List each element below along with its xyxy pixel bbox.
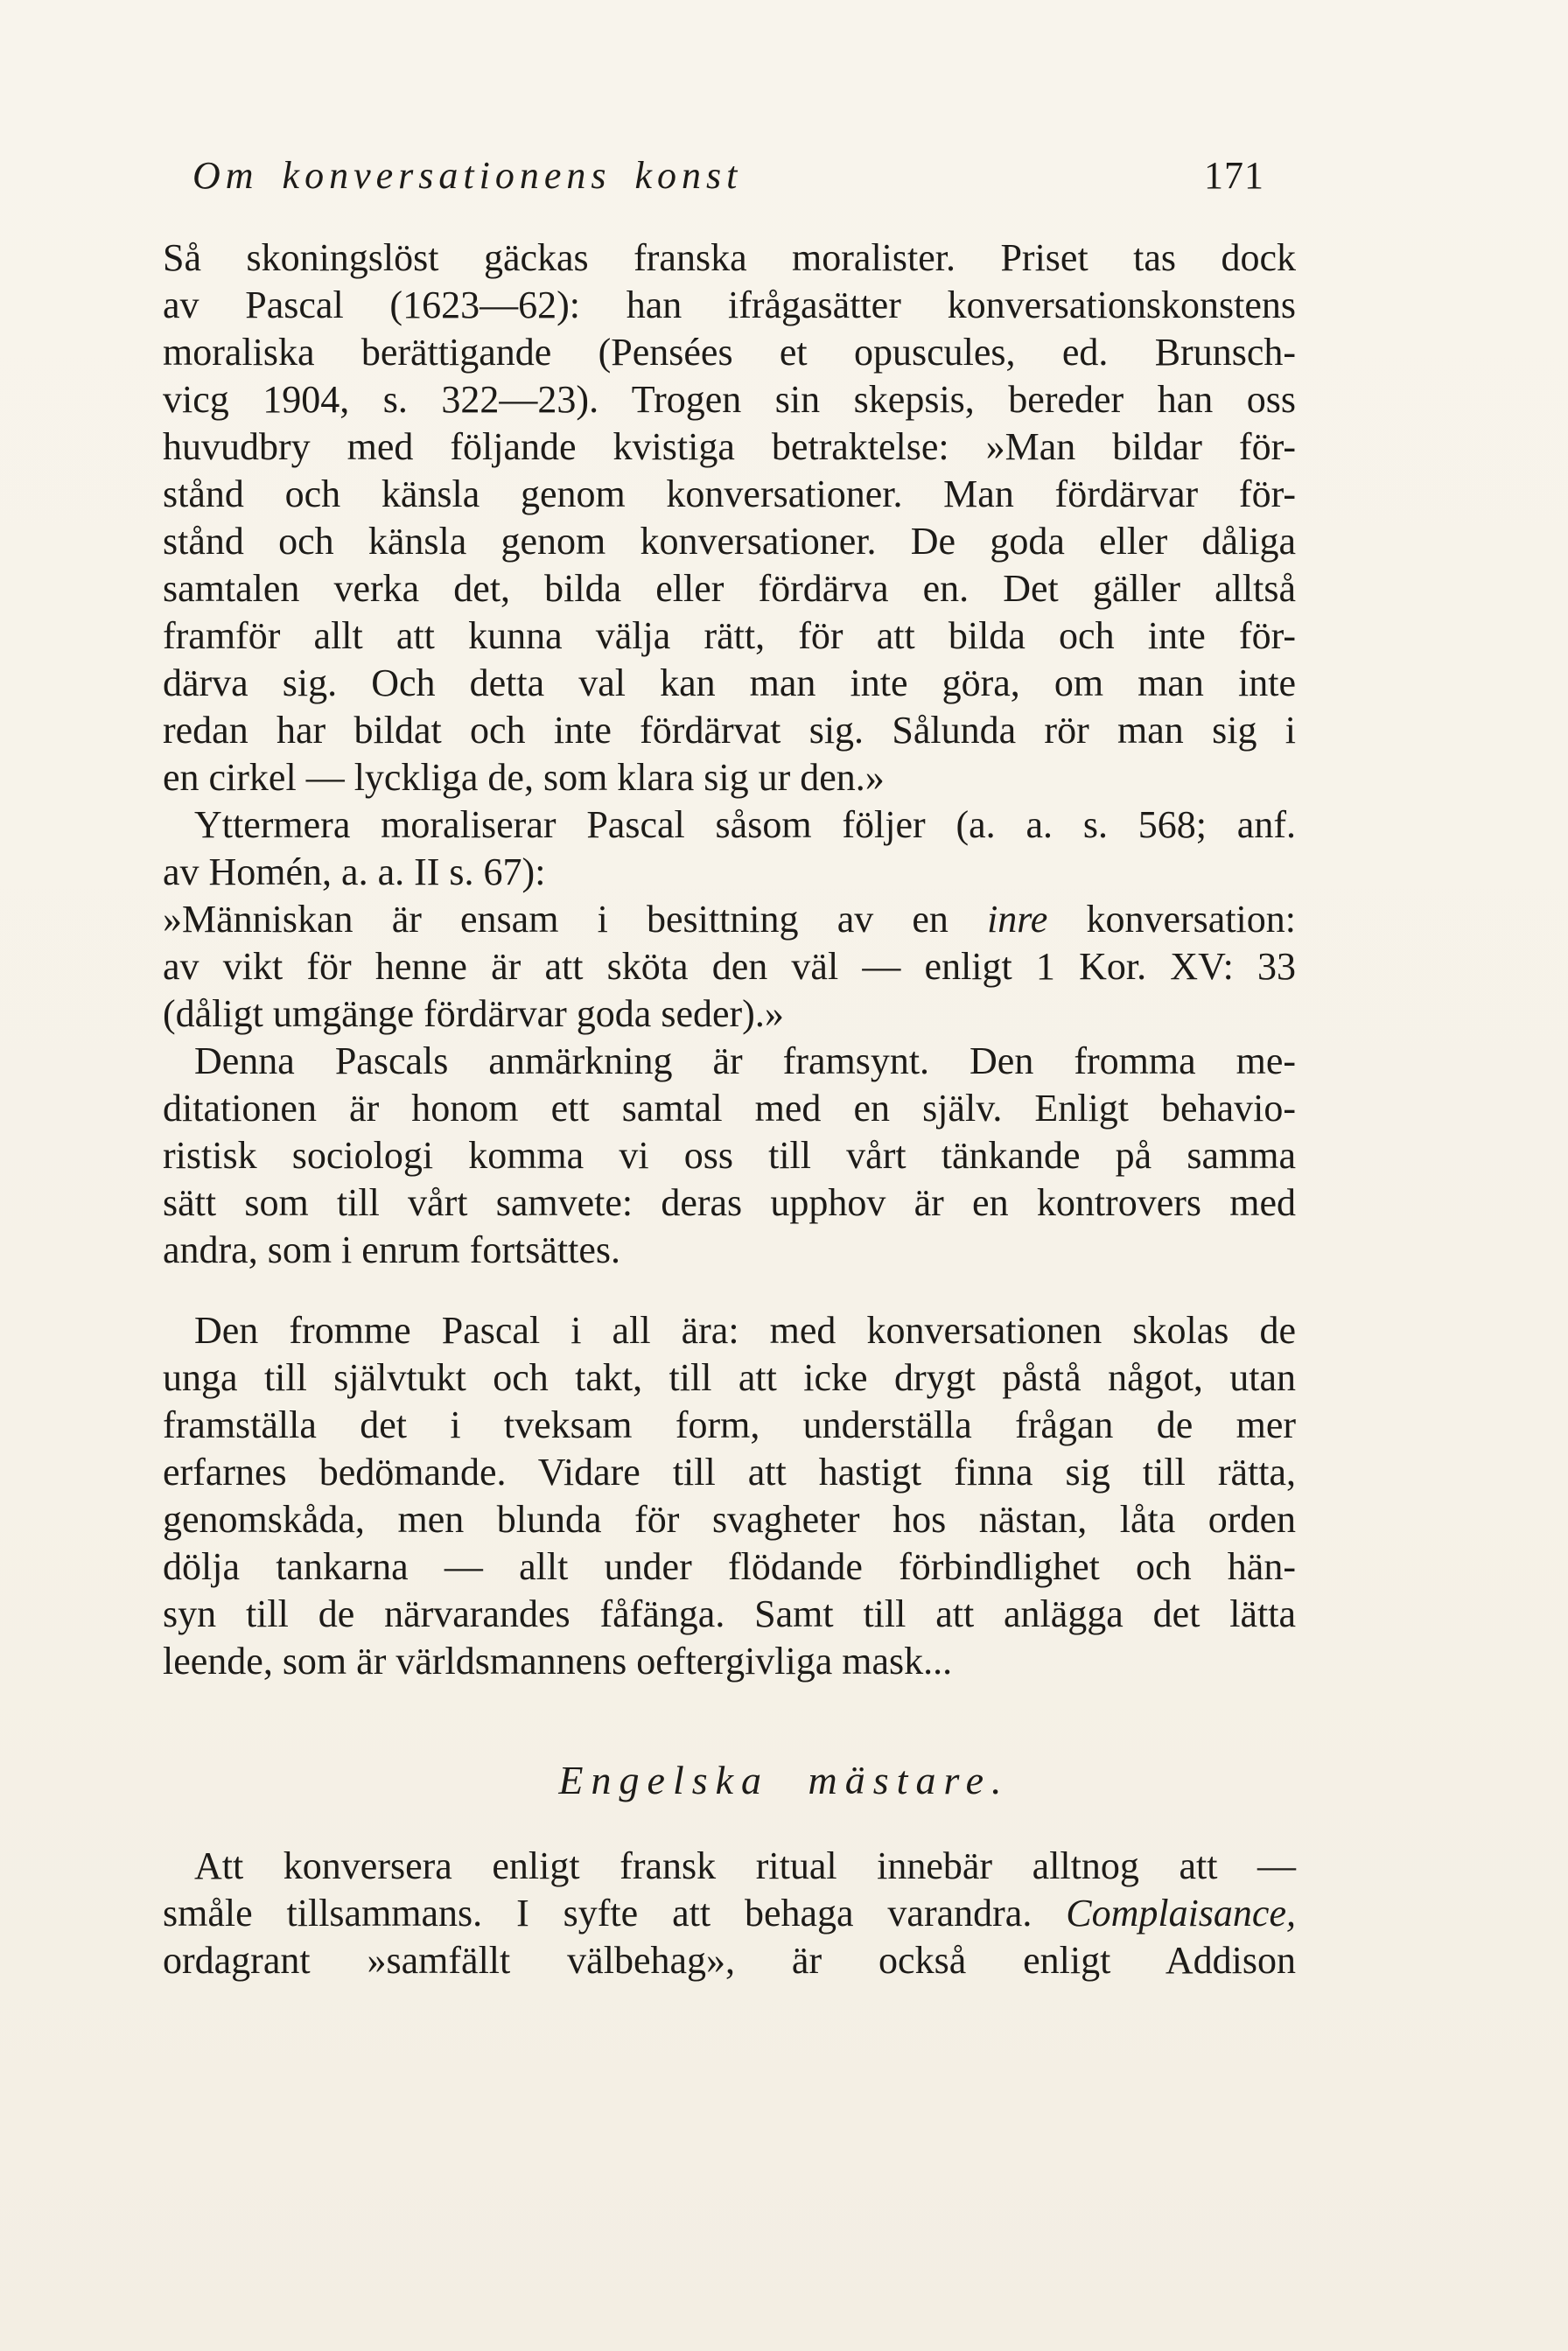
- text-line: Yttermera moraliserar Pascal såsom följer (a. a. s. 568; anf.: [194, 803, 1296, 846]
- text-line: huvudbry med följande kvistiga betraktelse: »Man bildar för-: [163, 425, 1296, 468]
- paragraph-manniskan: [163, 896, 1296, 1038]
- running-title: Om konversationens konst: [192, 154, 743, 197]
- text-line: en cirkel — lyckliga de, som klara sig ur den.»: [163, 756, 885, 799]
- paragraph-att-konversera: [163, 1843, 1296, 1984]
- text-line: vicg 1904, s. 322—23). Trogen sin skepsis, bereder han oss: [163, 378, 1296, 421]
- text-line: framställa det i tveksam form, underställa frågan de mer: [163, 1403, 1296, 1446]
- text-line: moraliska berättigande (Pensées et opuscules, ed. Brunsch-: [163, 331, 1296, 374]
- text-line: av Pascal (1623—62): han ifrågasätter konversationskonstens: [163, 283, 1296, 326]
- text-line: redan har bildat och inte fördärvat sig. Sålunda rör man sig i: [163, 709, 1296, 752]
- text-line: syn till de närvarandes fåfänga. Samt till att anlägga det lätta: [163, 1592, 1296, 1635]
- text-line: Den fromme Pascal i all ära: med konversationen skolas de: [194, 1309, 1296, 1352]
- text-line: ristisk sociologi komma vi oss till vårt tänkande på samma: [163, 1134, 1296, 1177]
- text-line: leende, som är världsmannens oeftergivliga mask...: [163, 1640, 953, 1683]
- emphasis-inre: inre: [987, 898, 1048, 941]
- text-line: unga till självtukt och takt, till att icke drygt påstå något, utan: [163, 1356, 1296, 1399]
- text-line: framför allt att kunna välja rätt, för att bilda och inte för-: [163, 614, 1296, 657]
- text-line: (dåligt umgänge fördärvar goda seder).»: [163, 992, 784, 1035]
- section-heading: Engelska mästare.: [558, 1758, 1010, 1802]
- text-line: Denna Pascals anmärkning är framsynt. Den fromma me-: [194, 1039, 1296, 1082]
- line-prefix: »Människan är ensam i besittning av en: [163, 898, 988, 941]
- text-line: stånd och känsla genom konversationer. De goda eller dåliga: [163, 520, 1296, 563]
- text-line: andra, som i enrum fortsättes.: [163, 1228, 620, 1271]
- text-line: dölja tankarna — allt under flödande förbindlighet och hän-: [163, 1545, 1296, 1588]
- paragraph-yttermera: [163, 801, 1296, 896]
- page-number: 171: [1204, 154, 1264, 197]
- text-line: sätt som till vårt samvete: deras upphov är en kontrovers med: [163, 1181, 1296, 1224]
- text-line: ditationen är honom ett samtal med en själv. Enligt behavio-: [163, 1087, 1296, 1130]
- emphasis-complaisance: Complaisance,: [1066, 1892, 1296, 1935]
- text-line: Att konversera enligt fransk ritual innebär alltnog att —: [194, 1844, 1296, 1887]
- text-line: erfarnes bedömande. Vidare till att hastigt finna sig till rätta,: [163, 1451, 1296, 1494]
- paragraph-pascal-quote: [163, 234, 1296, 801]
- text-line: samtalen verka det, bilda eller fördärva en. Det gäller alltså: [163, 567, 1296, 610]
- line-suffix: konversation:: [1047, 898, 1296, 941]
- text-line: därva sig. Och detta val kan man inte göra, om man inte: [163, 661, 1296, 704]
- line-prefix: småle tillsammans. I syfte att behaga varandra.: [163, 1892, 1067, 1935]
- text-line: Så skoningslöst gäckas franska moralister. Priset tas dock: [163, 236, 1296, 279]
- text-line: ordagrant »samfällt välbehag», är också enligt Addison: [163, 1939, 1296, 1982]
- paragraph-den-fromme: [163, 1307, 1296, 1685]
- text-line: stånd och känsla genom konversationer. Man fördärvar för-: [163, 472, 1296, 515]
- text-line: [163, 1890, 1296, 1937]
- paragraph-denna: [163, 1038, 1296, 1274]
- text-line: av vikt för henne är att sköta den väl — enligt 1 Kor. XV: 33: [163, 945, 1296, 988]
- text-line: genomskåda, men blunda för svagheter hos nästan, låta orden: [163, 1498, 1296, 1541]
- text-line: av Homén, a. a. II s. 67):: [163, 850, 546, 893]
- running-head: [192, 153, 1264, 206]
- text-line: [163, 896, 1296, 943]
